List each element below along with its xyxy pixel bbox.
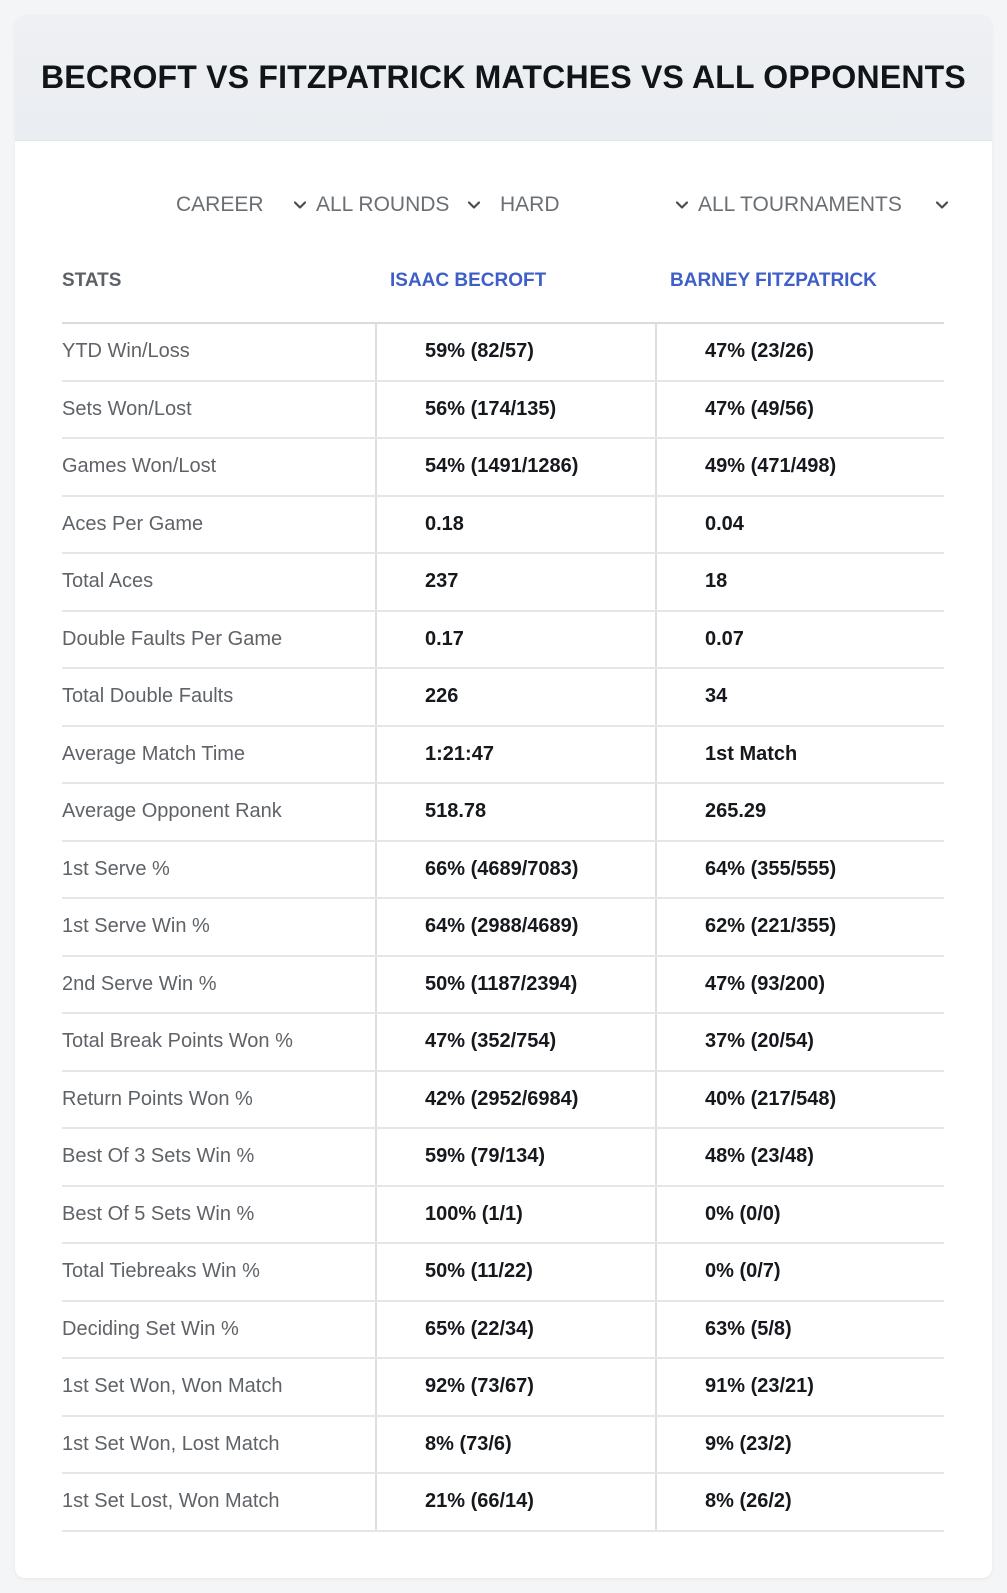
rounds-dropdown[interactable]: [316, 185, 488, 225]
table-row: [62, 1302, 944, 1360]
table-row: [62, 727, 944, 785]
stat-label: Total Break Points Won %: [62, 1030, 293, 1053]
table-row: [62, 1187, 944, 1245]
table-row: [62, 1417, 944, 1475]
stat-label: 1st Serve %: [62, 857, 170, 880]
stat-label: 1st Serve Win %: [62, 915, 210, 938]
player1-value: 92% (73/67): [375, 1359, 654, 1415]
stat-label: Aces Per Game: [62, 512, 204, 535]
chevron-down-icon: [934, 197, 950, 213]
table-row: [62, 324, 944, 382]
player1-value: 59% (79/134): [375, 1129, 654, 1185]
stat-label: Total Aces: [62, 570, 154, 593]
stat-label: 1st Set Lost, Won Match: [62, 1490, 280, 1513]
table-row: [62, 1072, 944, 1130]
player2-value: 0.04: [655, 497, 944, 553]
player2-value: 48% (23/48): [655, 1129, 944, 1185]
chevron-down-icon: [674, 197, 690, 213]
table-header: [62, 258, 944, 324]
column-header-player1[interactable]: ISAAC BECROFT: [390, 270, 547, 291]
stat-label: Total Tiebreaks Win %: [62, 1260, 260, 1283]
table-row: [62, 382, 944, 440]
player2-value: 40% (217/548): [655, 1072, 944, 1128]
stat-label: 2nd Serve Win %: [62, 972, 217, 995]
table-row: [62, 784, 944, 842]
table-row: [62, 1129, 944, 1187]
player2-value: 62% (221/355): [655, 899, 944, 955]
stat-label: Best Of 3 Sets Win %: [62, 1145, 255, 1168]
stats-table: [62, 258, 944, 1532]
stat-label: Deciding Set Win %: [62, 1317, 239, 1340]
player2-value: 9% (23/2): [655, 1417, 944, 1473]
player2-value: 18: [655, 554, 944, 610]
table-row: [62, 497, 944, 555]
table-row: [62, 612, 944, 670]
player1-value: 50% (1187/2394): [375, 957, 654, 1013]
player2-value: 0% (0/7): [655, 1244, 944, 1300]
player1-value: 0.18: [375, 497, 654, 553]
card-header: [15, 15, 992, 141]
stat-label: Average Opponent Rank: [62, 800, 282, 823]
surface-dropdown[interactable]: [500, 185, 696, 225]
page-title: BECROFT VS FITZPATRICK MATCHES VS ALL OPPONENTS: [41, 59, 966, 95]
player1-value: 1:21:47: [375, 727, 654, 783]
stat-label: Sets Won/Lost: [62, 397, 192, 420]
player1-value: 66% (4689/7083): [375, 842, 654, 898]
table-row: [62, 669, 944, 727]
table-row: [62, 899, 944, 957]
player1-value: 42% (2952/6984): [375, 1072, 654, 1128]
rounds-dropdown-label: ALL ROUNDS: [316, 193, 450, 216]
player2-value: 34: [655, 669, 944, 725]
tournaments-dropdown[interactable]: [698, 185, 956, 225]
column-header-stats: STATS: [62, 270, 122, 291]
player1-value: 50% (11/22): [375, 1244, 654, 1300]
player2-value: 47% (23/26): [655, 324, 944, 380]
player1-value: 47% (352/754): [375, 1014, 654, 1070]
column-header-player2[interactable]: BARNEY FITZPATRICK: [670, 270, 877, 291]
player2-value: 265.29: [655, 784, 944, 840]
player1-value: 0.17: [375, 612, 654, 668]
stat-label: 1st Set Won, Won Match: [62, 1375, 283, 1398]
player2-value: 47% (49/56): [655, 382, 944, 438]
stat-label: Return Points Won %: [62, 1087, 253, 1110]
player2-value: 91% (23/21): [655, 1359, 944, 1415]
table-row: [62, 554, 944, 612]
stat-label: YTD Win/Loss: [62, 340, 190, 363]
player2-value: 1st Match: [655, 727, 944, 783]
stats-card: [15, 15, 992, 1578]
player2-value: 63% (5/8): [655, 1302, 944, 1358]
period-dropdown-label: CAREER: [176, 193, 264, 216]
table-row: [62, 1244, 944, 1302]
chevron-down-icon: [466, 197, 482, 213]
player1-value: 8% (73/6): [375, 1417, 654, 1473]
stat-label: Double Faults Per Game: [62, 627, 283, 650]
surface-dropdown-label: HARD: [500, 193, 560, 216]
table-row: [62, 957, 944, 1015]
player1-value: 518.78: [375, 784, 654, 840]
player2-value: 0% (0/0): [655, 1187, 944, 1243]
player2-value: 47% (93/200): [655, 957, 944, 1013]
player2-value: 37% (20/54): [655, 1014, 944, 1070]
player1-value: 237: [375, 554, 654, 610]
period-dropdown[interactable]: [176, 185, 314, 225]
filter-bar: [15, 185, 992, 225]
table-row: [62, 439, 944, 497]
player1-value: 64% (2988/4689): [375, 899, 654, 955]
stat-label: Games Won/Lost: [62, 455, 217, 478]
player1-value: 21% (66/14): [375, 1474, 654, 1530]
chevron-down-icon: [292, 197, 308, 213]
player1-value: 59% (82/57): [375, 324, 654, 380]
player2-value: 0.07: [655, 612, 944, 668]
table-row: [62, 1014, 944, 1072]
player2-value: 64% (355/555): [655, 842, 944, 898]
player1-value: 54% (1491/1286): [375, 439, 654, 495]
player2-value: 8% (26/2): [655, 1474, 944, 1530]
stat-label: Best Of 5 Sets Win %: [62, 1202, 255, 1225]
player1-value: 100% (1/1): [375, 1187, 654, 1243]
player2-value: 49% (471/498): [655, 439, 944, 495]
player1-value: 56% (174/135): [375, 382, 654, 438]
stat-label: Average Match Time: [62, 742, 246, 765]
stat-label: Total Double Faults: [62, 685, 234, 708]
table-row: [62, 1474, 944, 1532]
table-body: [62, 324, 944, 1532]
table-row: [62, 842, 944, 900]
table-row: [62, 1359, 944, 1417]
player1-value: 65% (22/34): [375, 1302, 654, 1358]
player1-value: 226: [375, 669, 654, 725]
stat-label: 1st Set Won, Lost Match: [62, 1432, 280, 1455]
tournaments-dropdown-label: ALL TOURNAMENTS: [698, 193, 902, 216]
